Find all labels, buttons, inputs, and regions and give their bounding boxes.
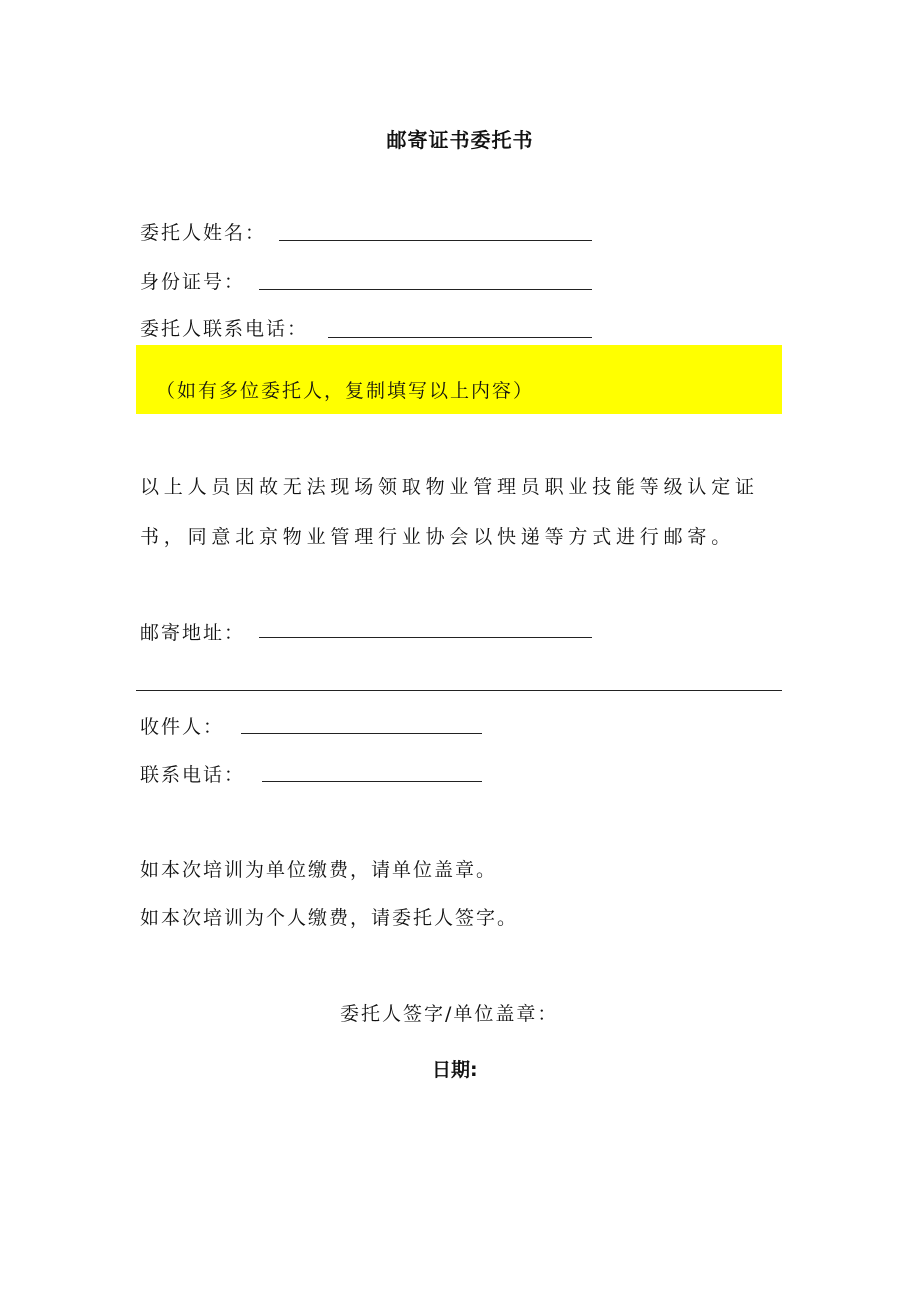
recipient-name-blank[interactable] xyxy=(241,733,482,734)
date-label: 日期: xyxy=(432,1059,478,1081)
delegator-name-blank[interactable] xyxy=(279,240,592,241)
statement-line-1: 以上人员因故无法现场领取物业管理员职业技能等级认定证 xyxy=(140,476,759,498)
address-continuation-line[interactable] xyxy=(136,690,782,691)
delegator-phone-blank[interactable] xyxy=(328,337,592,338)
id-number-label: 身份证号： xyxy=(140,271,246,293)
unit-paid-note: 如本次培训为单位缴费，请单位盖章。 xyxy=(140,859,498,881)
statement-line-2: 书，同意北京物业管理行业协会以快递等方式进行邮寄。 xyxy=(140,526,736,548)
document-title: 邮寄证书委托书 xyxy=(386,128,534,152)
mailing-address-blank[interactable] xyxy=(259,637,592,638)
highlight-note: （如有多位委托人，复制填写以上内容） xyxy=(156,380,535,402)
recipient-name-label: 收件人： xyxy=(140,716,225,738)
delegator-name-label: 委托人姓名： xyxy=(140,222,267,244)
id-number-blank[interactable] xyxy=(259,289,592,290)
recipient-phone-blank[interactable] xyxy=(262,781,482,782)
mailing-address-label: 邮寄地址： xyxy=(140,622,246,644)
recipient-phone-label: 联系电话： xyxy=(140,764,246,786)
signature-label: 委托人签字/单位盖章： xyxy=(340,1003,559,1025)
personal-paid-note: 如本次培训为个人缴费，请委托人签字。 xyxy=(140,907,519,929)
delegator-phone-label: 委托人联系电话： xyxy=(140,318,309,340)
